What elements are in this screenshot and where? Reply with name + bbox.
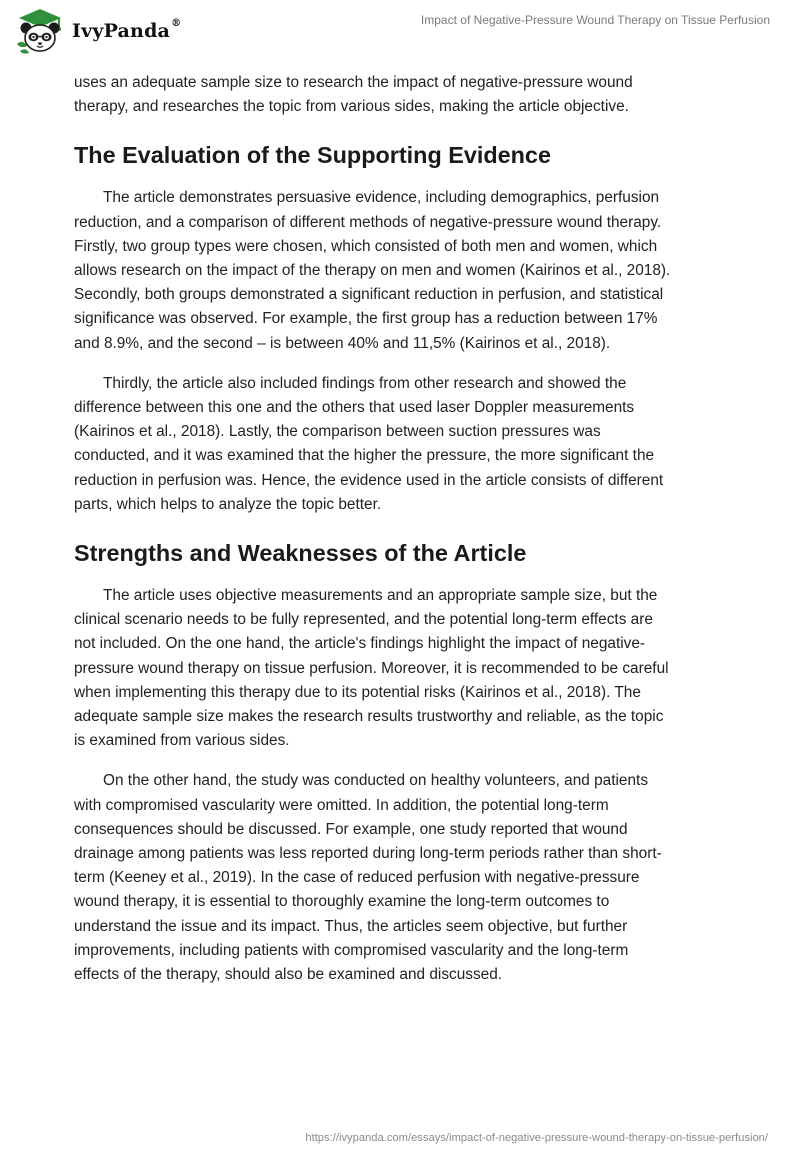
running-title: Impact of Negative-Pressure Wound Therapy on Tissue Perfusion [420, 13, 770, 27]
strengths-paragraph-2: On the other hand, the study was conducted on healthy volunteers, and patients with compromised vascularity were omitted. In addition, the potential long-term consequences should be discussed. For example, one study reported that wound drainage among patients was less reported during long-term periods rather than short- term (Keeney et al., 2019). In the case of reduced perfusion with negative-pressure wound therapy, it is essential to thoroughly examine the long-term outcomes to understand the issue and its impact. Thus, the articles seem objective, but further improvements, including patients with compromised vascularity and the long-term effects of the therapy, should also be examined and discussed. [74, 772, 662, 984]
intro-paragraph: uses an adequate sample size to research the impact of negative-pressure wound therapy, and researches the topic from various sides, making the article objective. [74, 74, 633, 116]
brand-registered-mark: ® [171, 18, 182, 29]
evidence-paragraph-1: The article demonstrates persuasive evidence, including demographics, perfusion reduction, and a comparison of different methods of negative-pressure wound therapy. Firstly, two group types were chosen, which consisted of both men and women, which allows research on the impact of the therapy on men and women (Kairinos et al., 2018). Secondly, both groups demonstrated a significant reduction in perfusion, and statistical significance was observed. For example, the first group has a reduction between 17% and 8.9%, and the second – is between 40% and 11,5% (Kairinos et al., 2018). [74, 189, 671, 352]
source-url-link[interactable]: https://ivypanda.com/essays/impact-of-negative-pressure-wound-therapy-on-tissue-perfusion/ [305, 1132, 768, 1144]
strengths-paragraph-1: The article uses objective measurements and an appropriate sample size, but the clinical scenario needs to be fully represented, and the potential long-term effects are not included. On the one hand, the article's findings highlight the impact of negative- pressure wound therapy on tissue perfusion. Moreover, it is recommended to be careful when implementing this therapy due to its potential risks (Kairinos et al., 2018). The adequate sample size makes the research results trustworthy and reliable, as the topic is examined from various sides. [74, 587, 669, 750]
section-heading-strengths: Strengths and Weaknesses of the Article [74, 540, 527, 567]
brand-logo[interactable] [14, 6, 181, 56]
brand-name: IvyPanda® [72, 18, 182, 42]
section-heading-evidence: The Evaluation of the Supporting Evidence [74, 142, 551, 169]
evidence-paragraph-2: Thirdly, the article also included findings from other research and showed the difference between this one and the others that used laser Doppler measurements (Kairinos et al., 2018). Lastly, the comparison between suction pressures was conducted, and it was examined that the higher the pressure, the more significant the reduction in perfusion was. Hence, the evidence used in the article consists of different parts, which helps to analyze the topic better. [74, 374, 664, 513]
page-header [0, 0, 800, 60]
panda-logo-icon [14, 6, 66, 56]
essay-content [74, 71, 734, 1003]
